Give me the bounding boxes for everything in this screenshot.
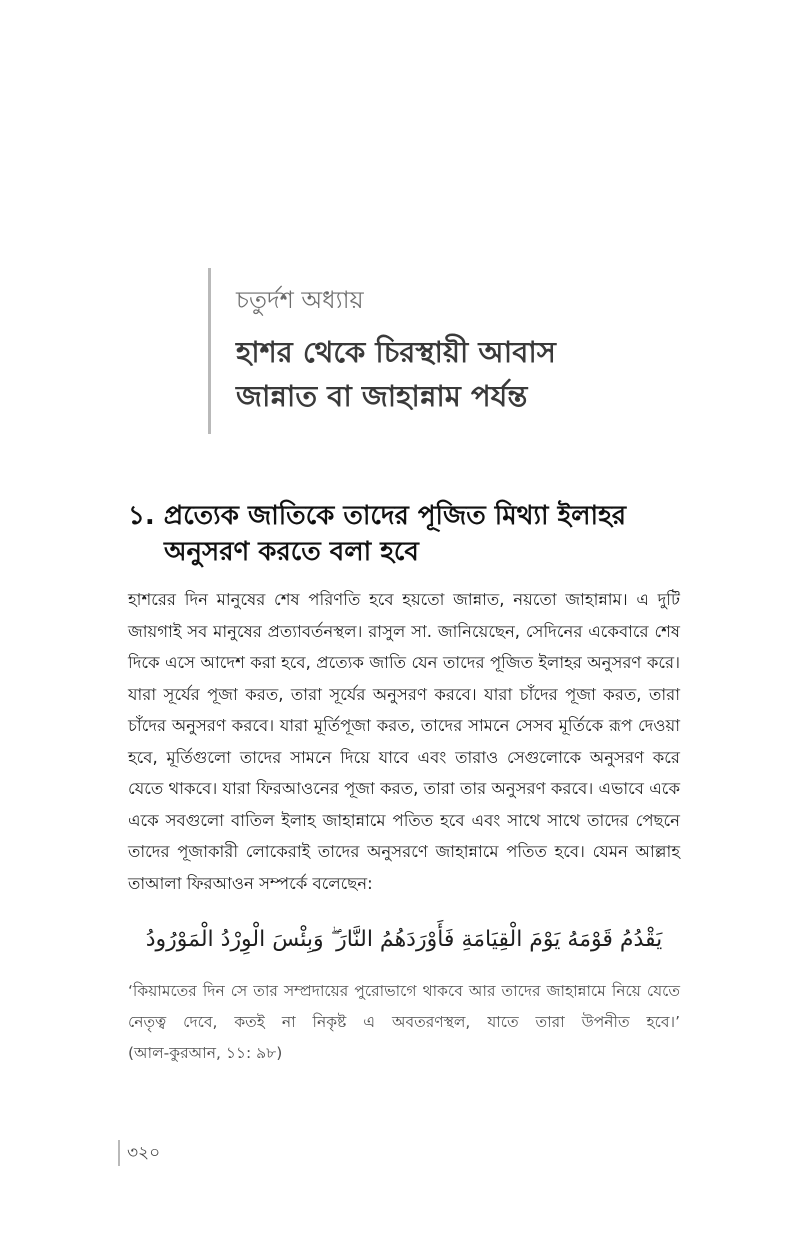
verse-translation-text: ‘কিয়ামতের দিন সে তার সম্প্রদায়ের পুরোভাগে থাকবে আর তাদের জাহান্নামে নিয়ে যেতে নেতৃত্ব দেবে, কতই না নিকৃষ্ট এ অবতরণস্থল, যাতে তারা উপনীত হবে।’ xyxy=(128,982,680,1031)
arabic-verse: يَقْدُمُ قَوْمَهُ يَوْمَ الْقِيَامَةِ فَأَوْرَدَهُمُ النَّارَ ۖ وَبِئْسَ الْوِرْدُ الْمَوْرُودُ xyxy=(145,927,663,952)
section-heading-line-1: ১. প্রত্যেক জাতিকে তাদের পূজিত মিথ্যা ইলাহর xyxy=(128,501,627,531)
chapter-label: চতুর্দশ অধ্যায় xyxy=(236,286,364,314)
page-number-divider xyxy=(118,1140,120,1166)
page-number: ৩২০ xyxy=(127,1143,161,1163)
chapter-title xyxy=(236,330,556,418)
section-heading-line-2: অনুসরণ করতে বলা হবে xyxy=(164,537,419,567)
chapter-title-line-2: জান্নাত বা জাহান্নাম পর্যন্ত xyxy=(236,379,528,413)
chapter-title-line-1: হাশর থেকে চিরস্থায়ী আবাস xyxy=(236,335,556,369)
chapter-header xyxy=(208,268,728,434)
verse-reference: (আল-কুরআন, ১১: ৯৮) xyxy=(128,1044,283,1062)
section-heading xyxy=(128,498,688,570)
verse-translation xyxy=(128,976,680,1069)
body-paragraph: হাশরের দিন মানুষের শেষ পরিণতি হবে হয়তো জান্নাত, নয়তো জাহান্নাম। এ দুটি জায়গাই সব মানুষের প্রত্যাবর্তনস্থল। রাসুল সা. জানিয়েছেন, সেদিনের একেবারে শেষ দিকে এসে আদেশ করা হবে, প্রত্যেক জাতি যেন তাদের পূজিত ইলাহর অনুসরণ করে। যারা সূর্যের পূজা করত, তারা সূর্যের অনুসরণ করবে। যারা চাঁদের পূজা করত, তারা চাঁদের অনুসরণ করবে। যারা মূর্তিপূজা করত, তাদের সামনে সেসব মূর্তিকে রূপ দেওয়া হবে, মূর্তিগুলো তাদের সামনে দিয়ে যাবে এবং তারাও সেগুলোকে অনুসরণ করে যেতে থাকবে। যারা ফিরআওনের পূজা করত, তারা তার অনুসরণ করবে। এভাবে একে একে সবগুলো বাতিল ইলাহ জাহান্নামে পতিত হবে এবং সাথে সাথে তাদের পেছনে তাদের পূজাকারী লোকেরাই তাদের অনুসরণে জাহান্নামে পতিত হবে। যেমন আল্লাহ তাআলা ফিরআওন সম্পর্কে বলেছেন: xyxy=(128,590,680,893)
chapter-divider-bar xyxy=(208,268,211,434)
